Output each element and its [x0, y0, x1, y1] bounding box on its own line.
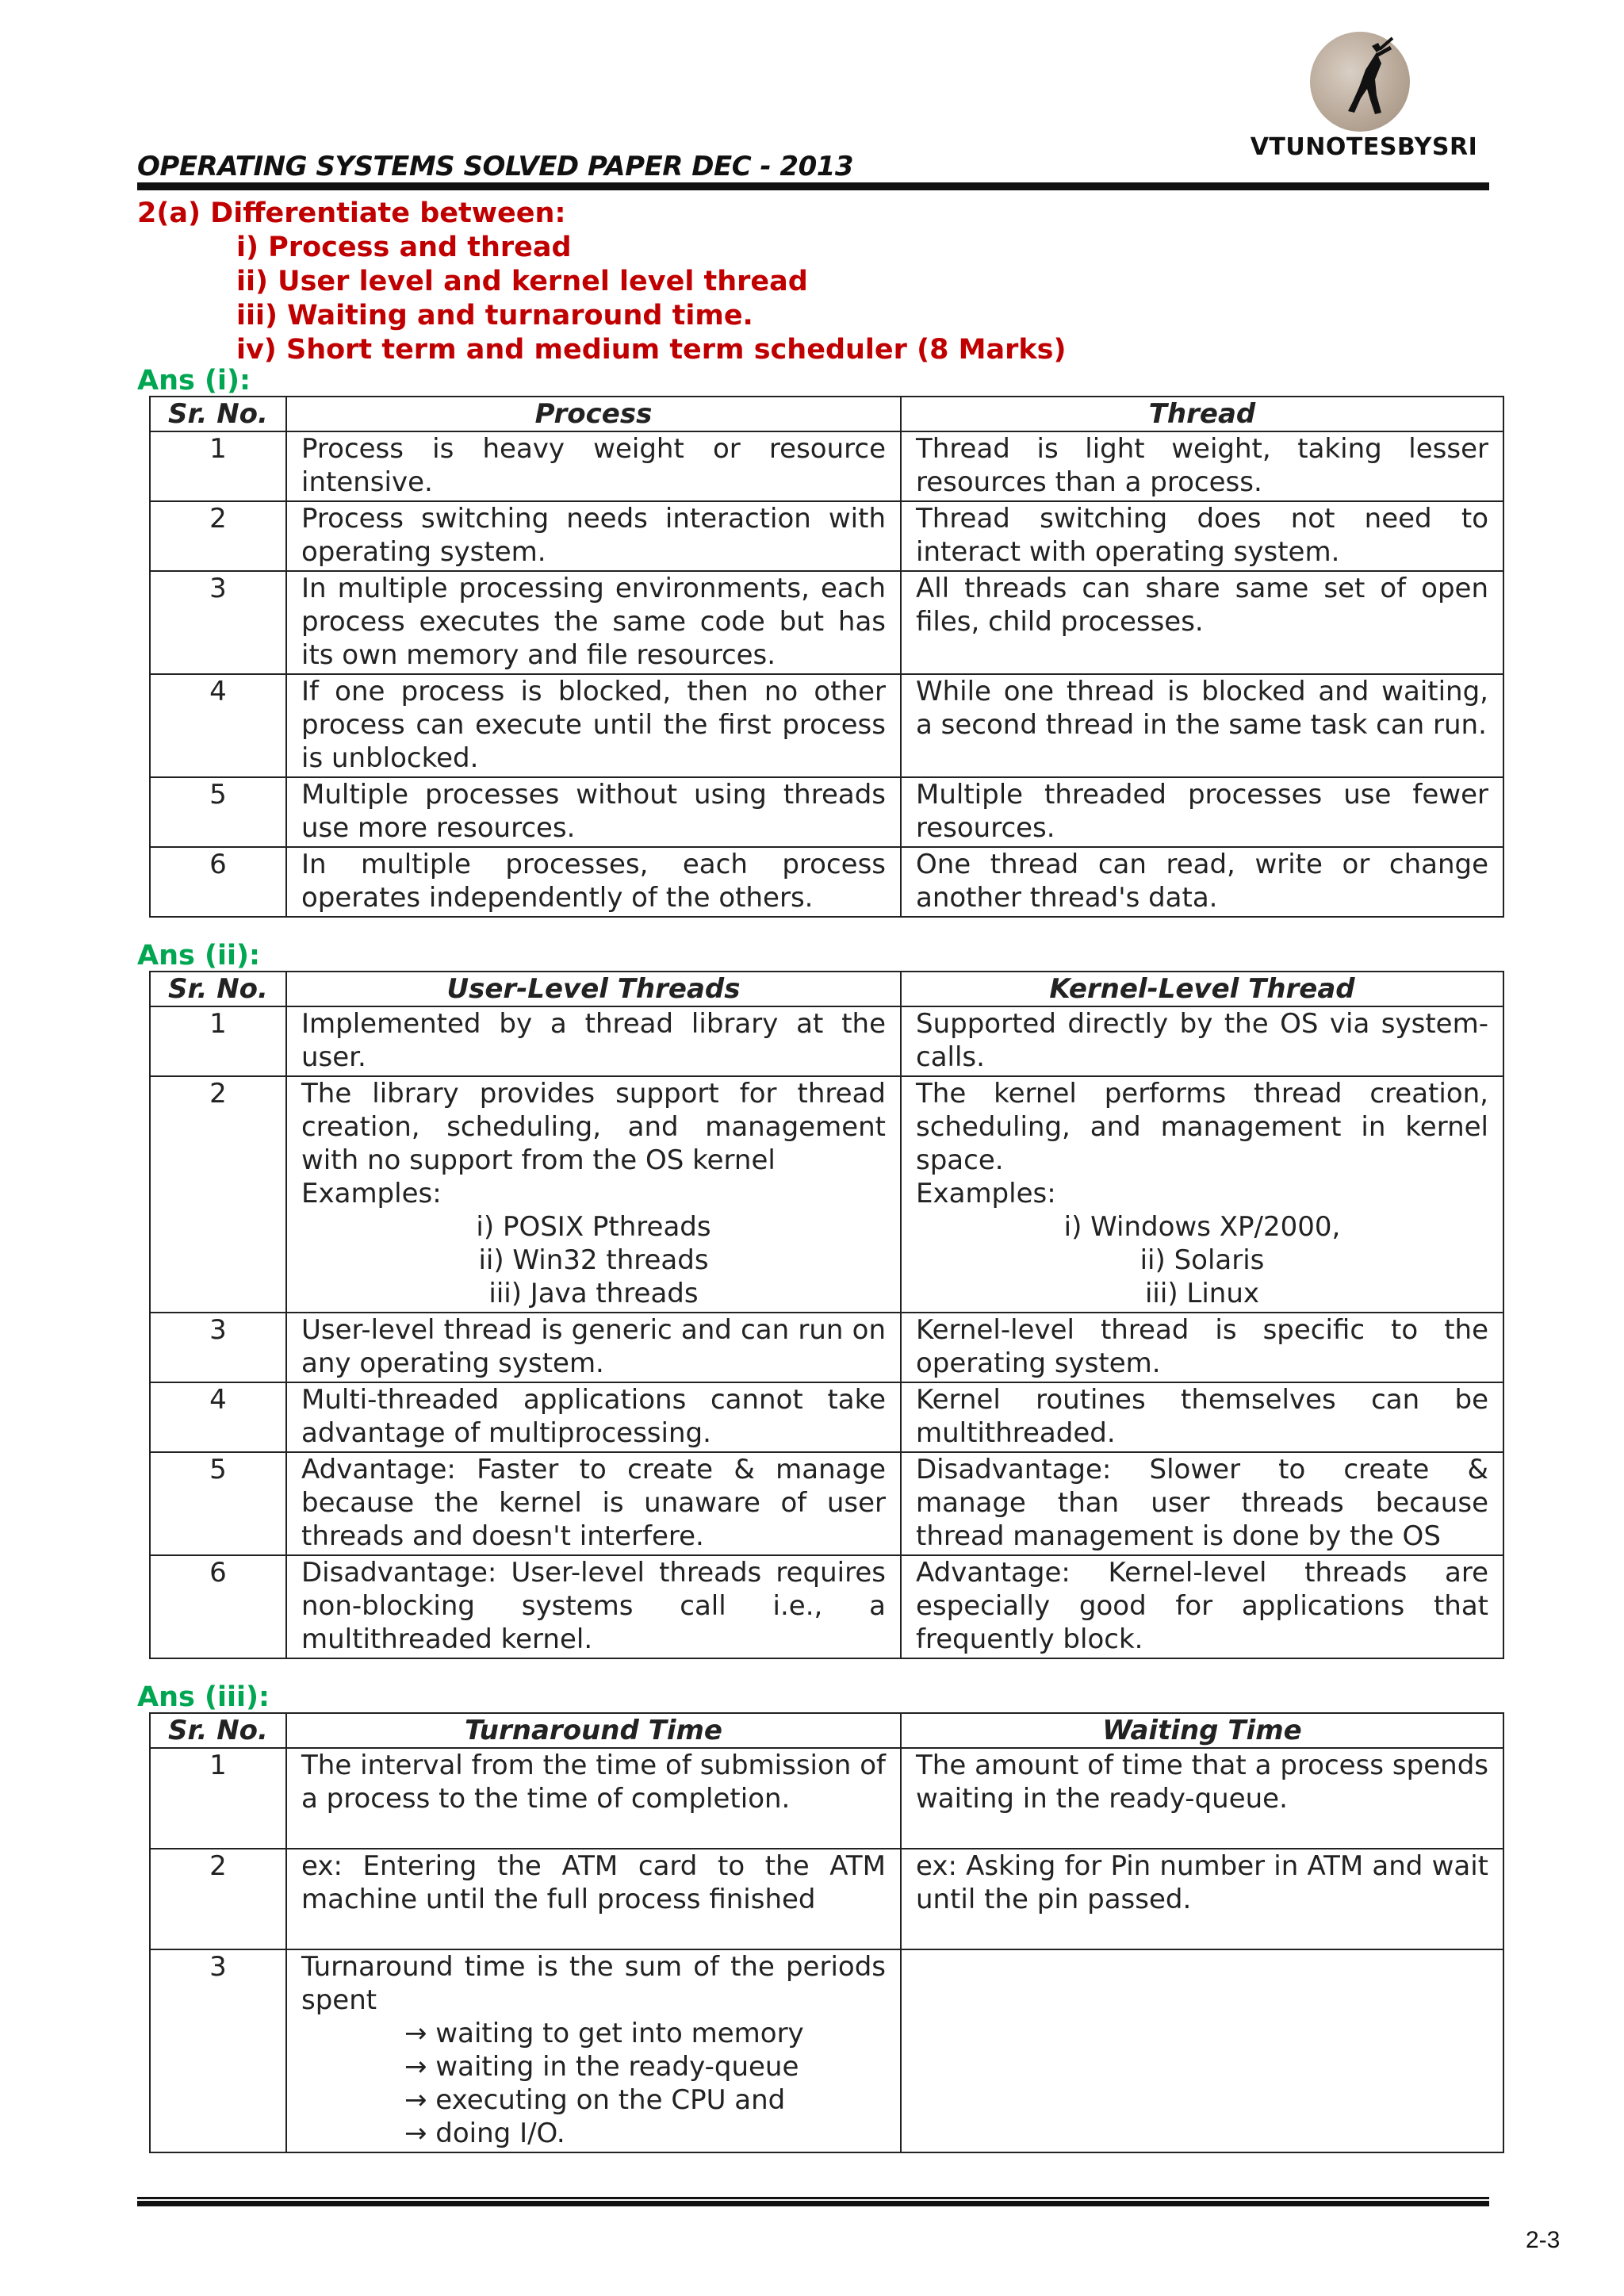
table-row [150, 1382, 1503, 1452]
turnaround-cell: The interval from the time of submission of a process to the time of completion. [286, 1748, 901, 1849]
logo [1245, 32, 1483, 159]
user-level-cell: Disadvantage: User-level threads requires non-blocking systems call i.e., a multithreaded kernel. [286, 1555, 901, 1658]
table-row [150, 1313, 1503, 1382]
user-level-cell: Multi-threaded applications cannot take advantage of multiprocessing. [286, 1382, 901, 1452]
example-item: ii) Win32 threads [478, 1244, 709, 1276]
table-row [150, 501, 1503, 571]
page-number: 2-3 [1526, 2227, 1561, 2253]
sr-no: 6 [150, 1555, 286, 1658]
turnaround-cell: ex: Entering the ATM card to the ATM machine until the full process finished [286, 1849, 901, 1949]
thread-cell: All threads can share same set of open files, child processes. [901, 571, 1503, 674]
thread-cell: Thread switching does not need to interact with operating system. [901, 501, 1503, 571]
sr-no: 2 [150, 501, 286, 571]
brand-name: VTUNOTESBYSRI [1250, 133, 1478, 161]
process-cell: Process is heavy weight or resource intensive. [286, 431, 901, 501]
sr-no: 2 [150, 1076, 286, 1313]
table-row [150, 777, 1503, 847]
example-item: ii) Solaris [1139, 1244, 1265, 1276]
turnaround-vs-waiting-table [149, 1712, 1504, 2153]
table-header-row [150, 972, 1503, 1006]
process-cell: If one process is blocked, then no other process can execute until the first process is unblocked. [286, 674, 901, 777]
example-item: iii) Java threads [488, 1278, 699, 1309]
table-row [150, 1555, 1503, 1658]
cell-text: The library provides support for thread creation, scheduling, and management with no support from the OS kernel [301, 1078, 886, 1176]
period-item: → doing I/O. [404, 2118, 565, 2149]
column-header: Process [286, 397, 901, 431]
sr-no: 1 [150, 431, 286, 501]
kernel-level-cell [901, 1076, 1503, 1313]
sr-no: 3 [150, 1313, 286, 1382]
example-item: i) POSIX Pthreads [476, 1211, 711, 1243]
cell-text: The kernel performs thread creation, scheduling, and management in kernel space. [916, 1078, 1488, 1176]
question-item: iii) Waiting and turnaround time. [236, 300, 753, 332]
table-row [150, 1452, 1503, 1555]
question-title: 2(a) Differentiate between: [137, 197, 566, 229]
sr-no: 5 [150, 777, 286, 847]
question-item: iv) Short term and medium term scheduler (8 Marks) [236, 334, 1067, 366]
question-block [137, 197, 1066, 367]
waiting-cell [901, 1949, 1503, 2152]
answer-label-ii: Ans (ii): [137, 940, 261, 972]
table-row [150, 431, 1503, 501]
user-level-cell: User-level thread is generic and can run on any operating system. [286, 1313, 901, 1382]
kernel-level-cell: Kernel routines themselves can be multithreaded. [901, 1382, 1503, 1452]
process-cell: Multiple processes without using threads use more resources. [286, 777, 901, 847]
user-level-cell: Advantage: Faster to create & manage because the kernel is unaware of user threads and doesn't interfere. [286, 1452, 901, 1555]
process-cell: In multiple processes, each process operates independently of the others. [286, 847, 901, 917]
turnaround-cell [286, 1949, 901, 2152]
header-rule [137, 182, 1489, 190]
sr-no: 6 [150, 847, 286, 917]
thread-cell: One thread can read, write or change another thread's data. [901, 847, 1503, 917]
answer-label-iii: Ans (iii): [137, 1681, 270, 1713]
waiting-cell: ex: Asking for Pin number in ATM and wait until the pin passed. [901, 1849, 1503, 1949]
table-header-row [150, 1713, 1503, 1748]
column-header: Thread [901, 397, 1503, 431]
sr-no: 5 [150, 1452, 286, 1555]
period-item: → waiting to get into memory [404, 2018, 804, 2049]
kernel-level-cell: Kernel-level thread is specific to the operating system. [901, 1313, 1503, 1382]
table-row [150, 571, 1503, 674]
kernel-level-cell: Supported directly by the OS via system-calls. [901, 1006, 1503, 1076]
column-header: Sr. No. [150, 972, 286, 1006]
table-row [150, 674, 1503, 777]
answer-label-i: Ans (i): [137, 365, 251, 397]
example-item: i) Windows XP/2000, [1063, 1211, 1341, 1243]
user-level-cell: Implemented by a thread library at the user. [286, 1006, 901, 1076]
sr-no: 1 [150, 1748, 286, 1849]
kernel-level-cell: Disadvantage: Slower to create & manage than user threads because thread management is done by the OS [901, 1452, 1503, 1555]
footer-rule [137, 2197, 1489, 2206]
column-header: Sr. No. [150, 397, 286, 431]
question-item: ii) User level and kernel level thread [236, 266, 808, 297]
header-title: OPERATING SYSTEMS SOLVED PAPER DEC - 2013 [137, 151, 854, 182]
thread-cell: Thread is light weight, taking lesser resources than a process. [901, 431, 1503, 501]
examples-label: Examples: [301, 1178, 442, 1209]
thread-cell: While one thread is blocked and waiting, a second thread in the same task can run. [901, 674, 1503, 777]
column-header: User-Level Threads [286, 972, 901, 1006]
kernel-level-cell: Advantage: Kernel-level threads are especially good for applications that frequently block. [901, 1555, 1503, 1658]
user-level-cell [286, 1076, 901, 1313]
table-row [150, 1748, 1503, 1849]
question-item: i) Process and thread [236, 232, 572, 263]
sr-no: 3 [150, 571, 286, 674]
examples-label: Examples: [916, 1178, 1056, 1209]
sr-no: 1 [150, 1006, 286, 1076]
column-header: Waiting Time [901, 1713, 1503, 1748]
table-header-row [150, 397, 1503, 431]
sr-no: 2 [150, 1849, 286, 1949]
column-header: Kernel-Level Thread [901, 972, 1503, 1006]
process-vs-thread-table [149, 396, 1504, 918]
table-row [150, 1849, 1503, 1949]
period-item: → waiting in the ready-queue [404, 2051, 799, 2083]
sr-no: 4 [150, 674, 286, 777]
thread-cell: Multiple threaded processes use fewer resources. [901, 777, 1503, 847]
column-header: Turnaround Time [286, 1713, 901, 1748]
table-row [150, 1006, 1503, 1076]
table-row [150, 847, 1503, 917]
waiting-cell: The amount of time that a process spends waiting in the ready-queue. [901, 1748, 1503, 1849]
table-row [150, 1949, 1503, 2152]
example-item: iii) Linux [1144, 1278, 1260, 1309]
period-item: → executing on the CPU and [404, 2084, 786, 2116]
table-row [150, 1076, 1503, 1313]
process-cell: Process switching needs interaction with operating system. [286, 501, 901, 571]
user-vs-kernel-thread-table [149, 971, 1504, 1659]
cell-text: Turnaround time is the sum of the periods spent [301, 1951, 886, 2016]
sr-no: 3 [150, 1949, 286, 2152]
climber-logo-icon [1310, 32, 1410, 132]
process-cell: In multiple processing environments, each process executes the same code but has its own memory and file resources. [286, 571, 901, 674]
sr-no: 4 [150, 1382, 286, 1452]
column-header: Sr. No. [150, 1713, 286, 1748]
